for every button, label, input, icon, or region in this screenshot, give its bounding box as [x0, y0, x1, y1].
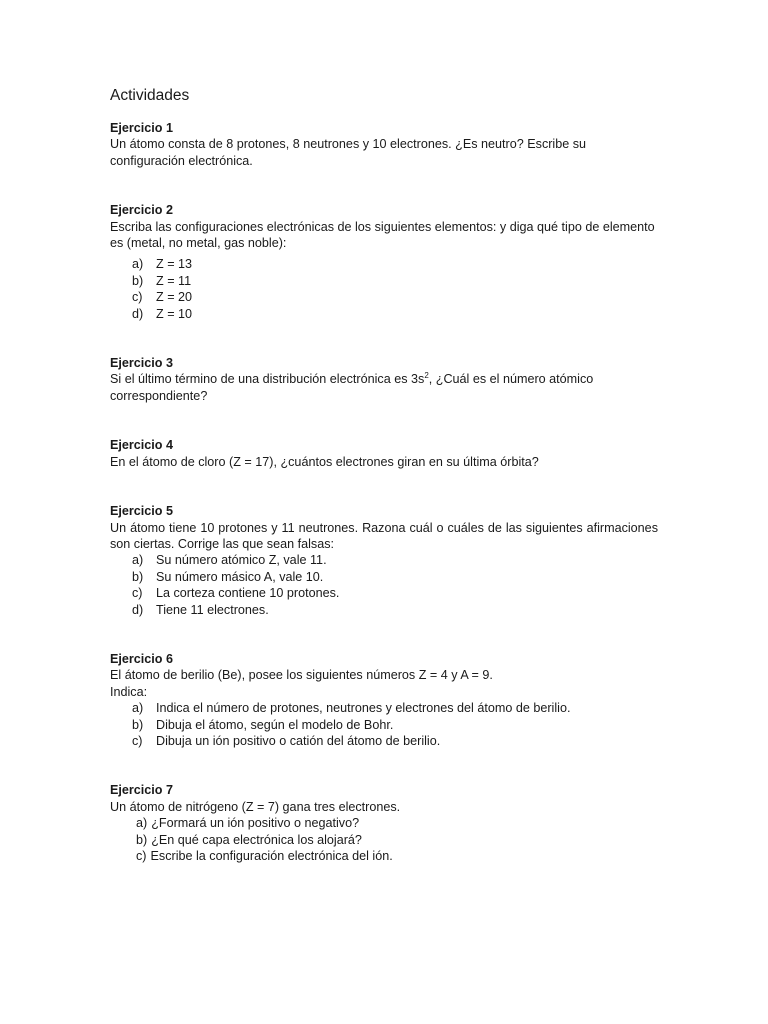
exercise-7-list	[110, 815, 658, 864]
list-marker: c)	[132, 733, 143, 748]
list-item-text: Z = 10	[156, 306, 193, 321]
exercise-1-heading: Ejercicio 1	[110, 121, 174, 135]
exercise-3-text	[110, 371, 658, 404]
list-marker: a)	[132, 257, 144, 272]
list-item-text: Tiene 11 electrones.	[156, 602, 269, 617]
list-item-text: Z = 13	[156, 257, 193, 272]
list-item	[110, 552, 658, 568]
exercise-6-list	[110, 700, 658, 749]
list-item-text: Dibuja el átomo, según el modelo de Bohr.	[156, 717, 394, 732]
list-item	[110, 700, 658, 716]
list-marker: c)	[136, 849, 147, 863]
exercise-3-text-before: Si el último término de una distribución electrónica es 3s	[110, 372, 425, 387]
exercise-1	[110, 120, 658, 169]
list-marker: c)	[132, 586, 143, 601]
exercise-5	[110, 503, 658, 618]
exercise-2-heading: Ejercicio 2	[110, 203, 174, 218]
list-marker: a)	[132, 553, 144, 568]
list-marker: b)	[132, 569, 144, 584]
exercise-5-list	[110, 552, 658, 618]
exercise-2-list	[110, 256, 658, 322]
exercise-1-text: Un átomo consta de 8 protones, 8 neutrones y 10 electrones. ¿Es neutro? Escribe su configuración electrónica.	[110, 137, 587, 168]
list-item	[110, 848, 658, 864]
list-marker: d)	[132, 602, 144, 617]
exercise-6	[110, 651, 658, 749]
exercise-5-heading: Ejercicio 5	[110, 504, 174, 519]
list-item	[110, 256, 658, 272]
list-item	[110, 717, 658, 733]
list-item-text: La corteza contiene 10 protones.	[156, 586, 340, 601]
superscript: 2	[424, 371, 429, 381]
exercise-6-text: El átomo de berilio (Be), posee los siguientes números Z = 4 y A = 9.	[110, 668, 493, 683]
exercise-6-heading: Ejercicio 6	[110, 651, 174, 666]
exercise-2	[110, 202, 658, 322]
document-title: Actividades	[110, 87, 190, 104]
list-item-text: Su número atómico Z, vale 11.	[156, 553, 327, 568]
list-item	[110, 585, 658, 601]
exercise-4-text: En el átomo de cloro (Z = 17), ¿cuántos electrones giran en su última órbita?	[110, 454, 539, 469]
list-marker: b)	[136, 832, 148, 847]
exercise-7-heading: Ejercicio 7	[110, 783, 174, 798]
document-page	[110, 86, 658, 864]
list-item	[110, 289, 658, 305]
list-marker: d)	[132, 306, 144, 321]
list-item-text: Dibuja un ión positivo o catión del átomo de berilio.	[156, 733, 441, 748]
exercise-2-text: Escriba las configuraciones electrónicas de los siguientes elementos: y diga qué tipo de elemento es (metal, no metal, gas noble):	[110, 219, 655, 251]
list-item-text: ¿En qué capa electrónica los alojará?	[151, 832, 362, 847]
list-item-text: Su número másico A, vale 10.	[156, 569, 324, 584]
list-item	[110, 602, 658, 618]
list-item-text: Z = 20	[156, 290, 193, 305]
exercise-5-text: Un átomo tiene 10 protones y 11 neutrones. Razona cuál o cuáles de las siguientes afirmaciones son ciertas. Corrige las que sean falsas:	[110, 520, 658, 551]
list-item	[110, 569, 658, 585]
exercise-3	[110, 355, 658, 404]
exercise-4	[110, 437, 658, 470]
list-item	[110, 733, 658, 749]
list-marker: b)	[132, 273, 144, 288]
list-item	[110, 832, 658, 848]
exercise-6-subtext: Indica:	[110, 684, 148, 699]
list-item-text: ¿Formará un ión positivo o negativo?	[151, 816, 360, 831]
exercise-4-heading: Ejercicio 4	[110, 438, 174, 453]
exercise-3-text-after: , ¿Cuál es el número atómico correspondiente?	[110, 372, 594, 403]
list-item	[110, 273, 658, 289]
exercise-7	[110, 782, 658, 864]
list-item-text: Indica el número de protones, neutrones y electrones del átomo de berilio.	[156, 701, 571, 716]
exercise-3-heading: Ejercicio 3	[110, 356, 174, 371]
list-item	[110, 306, 658, 322]
list-marker: a)	[136, 816, 148, 831]
list-item	[110, 815, 658, 831]
list-marker: b)	[132, 717, 144, 732]
exercise-7-text: Un átomo de nitrógeno (Z = 7) gana tres electrones.	[110, 799, 401, 814]
list-item-text: Escribe la configuración electrónica del ión.	[150, 849, 393, 863]
list-marker: a)	[132, 701, 144, 716]
list-item-text: Z = 11	[156, 273, 192, 288]
list-marker: c)	[132, 290, 143, 305]
